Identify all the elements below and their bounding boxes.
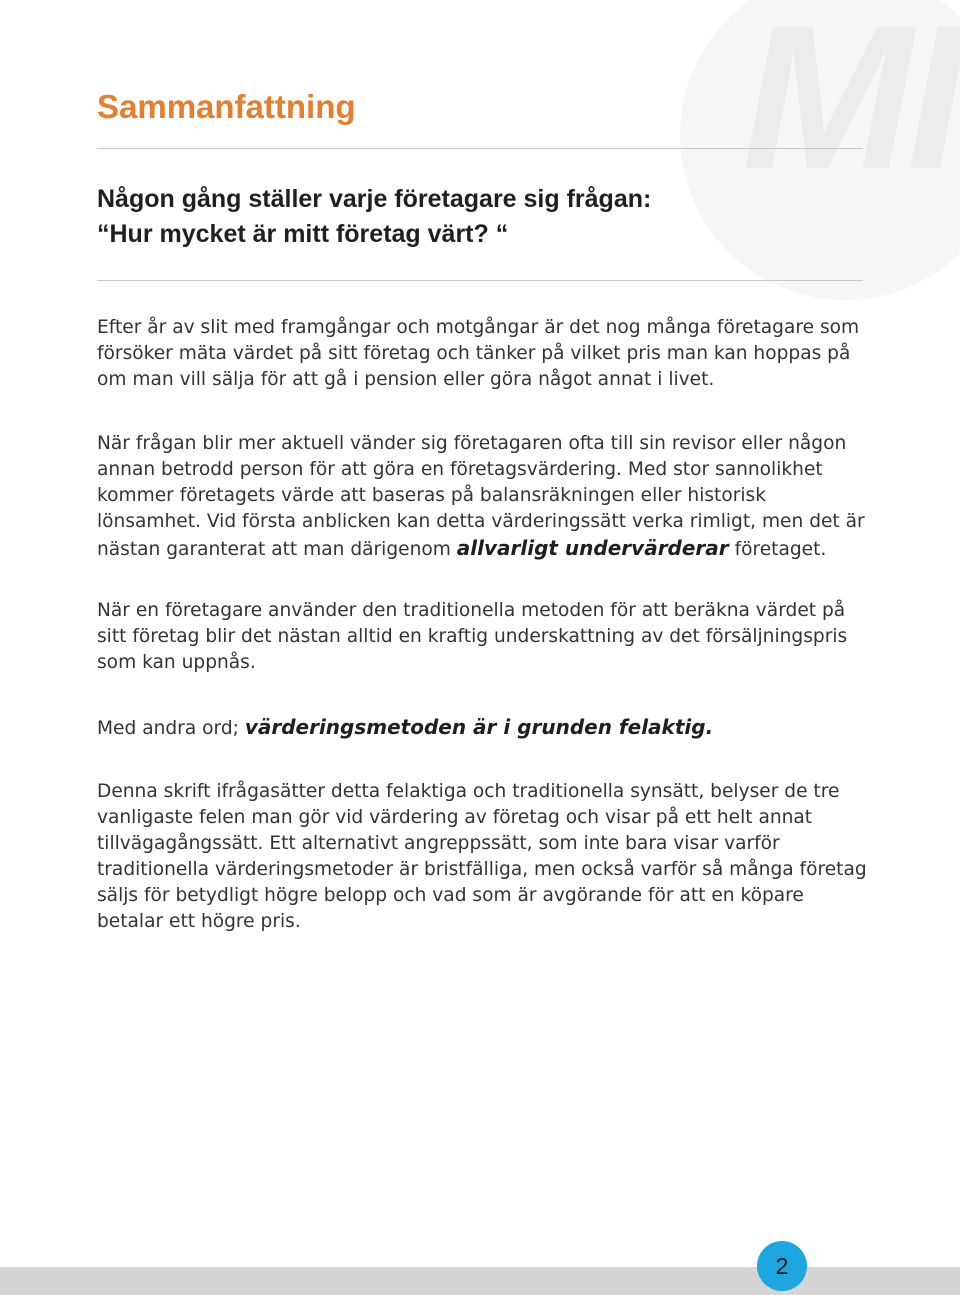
paragraph-4-body (97, 714, 867, 742)
paragraph-2-text: När frågan blir mer aktuell vänder sig företagaren ofta till sin revisor eller någon annan betrodd person för att göra en företagsvärdering. Med stor sannolikhet kommer företagets värde att baseras på balansräkningen eller historisk lönsamhet. Vid första anblicken kan detta värderingssätt verka rimligt, men det är nästan garanterat att man därigenom (97, 433, 865, 560)
paragraph-2-emphasis: allvarligt undervärderar (456, 536, 729, 560)
paragraph-4-text: Med andra ord; (97, 718, 239, 739)
paragraph-4 (97, 714, 867, 742)
footer-bar (0, 1267, 960, 1295)
divider-bottom (97, 280, 863, 281)
paragraph-3 (97, 598, 867, 676)
paragraph-5-text: Denna skrift ifrågasätter detta felaktiga och traditionella synsätt, belyser de tre vanligaste felen man gör vid värdering av företag och visar på ett helt annat tillvägagångssätt. Ett alternativt angreppssätt, som inte bara visar varför traditionella värderingsmetoder är bristfälliga, men också varför så många företag säljs för betydligt högre belopp och vad som är avgörande för att en köpare betalar ett högre pris. (97, 781, 867, 932)
paragraph-1-text: Efter år av slit med framgångar och motgångar är det nog många företagare som försöker mäta värdet på sitt företag och tänker på vilket pris man kan hoppas på om man vill sälja för att gå i pension eller göra något annat i livet. (97, 317, 860, 390)
divider-top (97, 148, 863, 149)
paragraph-5 (97, 779, 867, 935)
paragraph-4-emphasis: värderingsmetoden är i grunden felaktig. (244, 715, 714, 739)
paragraph-2 (97, 431, 867, 563)
paragraph-1 (97, 315, 867, 393)
watermark-logo: MI (742, 0, 958, 212)
page-number-badge: 2 (757, 1241, 807, 1291)
paragraph-3-text: När en företagare använder den traditionella metoden för att beräkna värdet på sitt företag blir det nästan alltid en kraftig underskattning av det försäljningspris som kan uppnås. (97, 600, 848, 673)
lead-line-2: “Hur mycket är mitt företag värt? “ (97, 220, 509, 248)
paragraph-2-tail: företaget. (734, 539, 827, 560)
paragraph-2-body (97, 431, 867, 563)
page-title: Sammanfattning (97, 88, 356, 125)
lead-question (97, 182, 651, 252)
lead-line-1: Någon gång ställer varje företagare sig frågan: (97, 185, 652, 213)
